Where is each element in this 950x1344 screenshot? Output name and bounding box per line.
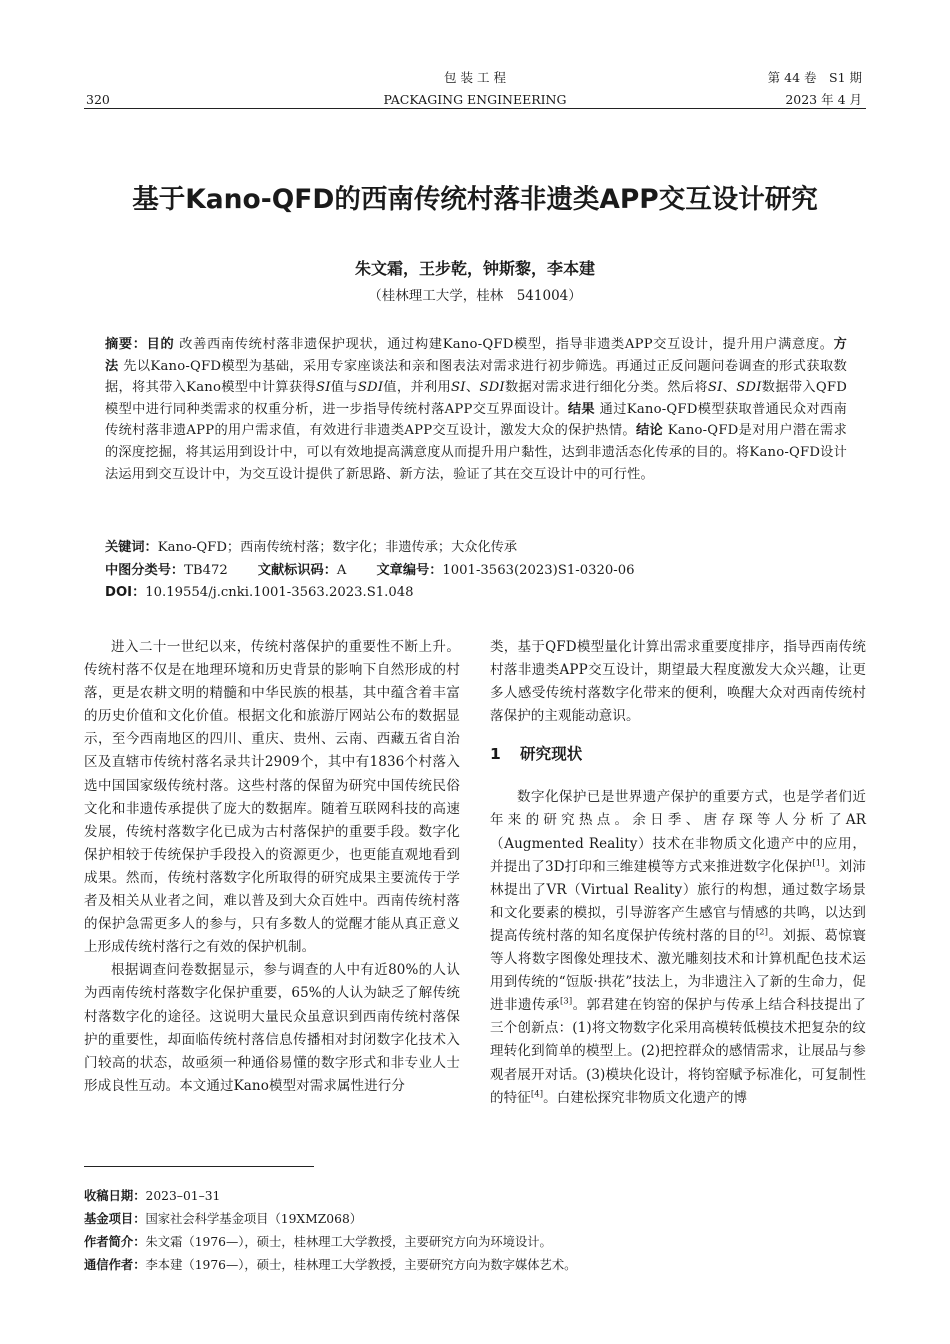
result-text: 通过Kano-QFD模型获取普通民众对西南传统村落非遗APP的用户需求值，有效进行非遗类APP交互设计，激发大众的保护热情。 xyxy=(105,401,847,439)
method-text: 先以Kano-QFD模型为基础，采用专家座谈法和亲和图表法对需求进行初步筛选。再通过正反问题问卷调查的形式获取数据，将其带入Kano模型中计算获得 xyxy=(105,358,847,396)
corresponding-label: 通信作者： xyxy=(84,1258,146,1272)
si-term: SI xyxy=(451,380,466,396)
citation-ref: [4] xyxy=(530,1089,544,1100)
received-label: 收稿日期： xyxy=(84,1189,146,1203)
paragraph-text: 。郭君建在钧窑的保护与传承上结合科技提出了三个创新点：(1)将文物数字化采用高模转低模技术把复杂的纹理转化到简单的模型上。(2)把控群众的感情需求，让展品与参观者展开对话。(3)模块化设计，将钧窑赋予标准化，可复制性的特征 xyxy=(490,997,866,1106)
doi-line xyxy=(105,582,847,604)
paragraph-text: 。白建松探究非物质文化遗产的博 xyxy=(543,1089,748,1106)
section-heading xyxy=(490,742,866,766)
sdi-term: SDI xyxy=(357,380,384,396)
issue-date: 2023 年 4 月 xyxy=(785,92,862,107)
doi-label: DOI： xyxy=(105,585,146,600)
paragraph: 类，基于QFD模型量化计算出需求重要度排序，指导西南传统村落非遗类APP交互设计，期望最大程度激发大众兴趣，让更多人感受传统村落数字化带来的便利，唤醒大众对西南传统村落保护的主观能动意识。 xyxy=(490,639,866,725)
section-title: 研究现状 xyxy=(520,745,583,764)
citation-ref: [2] xyxy=(755,927,769,938)
doc-code-label: 文献标识码： xyxy=(257,563,337,578)
method-text: 值，并利用 xyxy=(383,380,452,396)
author-bio: 朱文霜（1976—），硕士，桂林理工大学教授，主要研究方向为环境设计。 xyxy=(145,1235,552,1249)
clc-label: 中图分类号： xyxy=(105,563,185,578)
fund-label: 基金项目： xyxy=(84,1212,146,1226)
corresponding-author: 李本建（1976—），硕士，桂林理工大学教授，主要研究方向为数字媒体艺术。 xyxy=(145,1258,577,1272)
body-left-column xyxy=(84,636,460,1098)
affiliation: （桂林理工大学，桂林 541004） xyxy=(368,288,582,304)
keywords-value: Kano-QFD；西南传统村落；数字化；非遗传承；大众化传承 xyxy=(157,540,518,555)
paragraph-text: 数字化保护已是世界遗产保护的重要方式，也是学者们近年来的研究热点。余日季、唐存琛等人分析了AR（Augmented Reality）技术在非物质文化遗产中的应用，并提出了3D打印和三维建模等方式来推进数字化保护 xyxy=(490,789,866,875)
author-bio-label: 作者简介： xyxy=(84,1235,146,1249)
conclusion-text: Kano-QFD是对用户潜在需求的深度挖掘，将其运用到设计中，可以有效地提高满意度从而提升用户黏性，达到非遗活态化传承的目的。将Kano-QFD设计法运用到交互设计中，为交互设计提供了新思路、新方法，验证了其在交互设计中的可行性。 xyxy=(105,423,847,482)
footnote-rule xyxy=(84,1166,314,1167)
sdi-term: SDI xyxy=(736,380,762,396)
header-rule xyxy=(84,108,866,109)
doc-code-value: A xyxy=(336,563,347,578)
article-no-value: 1001-3563(2023)S1-0320-06 xyxy=(442,563,635,578)
method-text: 值与 xyxy=(330,380,358,396)
author-list: 朱文霜，王步乾，钟斯黎，李本建 xyxy=(354,259,595,278)
footnote-author xyxy=(84,1233,874,1251)
fund-value: 国家社会科学基金项目（19XMZ068） xyxy=(145,1212,363,1226)
method-text: 数据对需求进行细化分类。然后将 xyxy=(504,380,708,396)
si-term: SI xyxy=(707,380,723,396)
journal-name-cn: 包 装 工 程 xyxy=(444,70,506,85)
citation-ref: [3] xyxy=(559,996,573,1007)
classification-line xyxy=(105,560,847,582)
abstract-label: 摘要： xyxy=(105,337,147,352)
citation-ref: [1] xyxy=(812,858,825,869)
body-right-column xyxy=(490,636,866,1110)
paragraph xyxy=(490,786,866,1109)
purpose-label: 目的 xyxy=(146,337,175,352)
paragraph: 根据调查问卷数据显示，参与调查的人中有近80%的人认为西南传统村落数字化保护重要，65%的人认为缺乏了解传统村落数字化的途径。这说明大量民众虽意识到西南传统村落保护的重要性，却面临传统村落信息传播相对封闭数字化技术入门较高的状态，故亟须一种通俗易懂的数字形式和非专业人士形成良性互动。本文通过Kano模型对需求属性进行分 xyxy=(84,962,460,1094)
doi-value: 10.19554/j.cnki.1001-3563.2023.S1.048 xyxy=(145,585,414,600)
received-date: 2023–01–31 xyxy=(145,1189,221,1203)
result-label: 结果 xyxy=(567,401,596,417)
article-title: 基于Kano-QFD的西南传统村落非遗类APP交互设计研究 xyxy=(132,184,818,215)
conclusion-label: 结论 xyxy=(635,423,664,439)
sdi-term: SDI xyxy=(479,380,505,396)
keywords-line xyxy=(105,537,847,559)
method-text: 数据带入QFD模型中进行同种类需求的权重分析，进一步指导传统村落APP交互界面设计。 xyxy=(105,380,848,417)
separator: 、 xyxy=(722,380,737,396)
paragraph: 进入二十一世纪以来，传统村落保护的重要性不断上升。传统村落不仅是在地理环境和历史背景的影响下自然形成的村落，更是农耕文明的精髓和中华民族的根基，其中蕴含着丰富的历史价值和文化价值。根据文化和旅游厅网站公布的数据显示，至今西南地区的四川、重庆、贵州、云南、西藏五省自治区及直辖市传统村落名录共计2909个，其中有1836个村落入选中国国家级传统村落。这些村落的保留为研究中国传统民俗文化和非遗传承提供了庞大的数据库。随着互联网科技的高速发展，传统村落数字化已成为古村落保护的重要手段。数字化保护相较于传统保护手段投入的资源更少，也更能直观地看到成果。然而，传统村落数字化所取得的研究成果主要流传于学者及相关从业者之间，难以普及到大众百姓中。西南传统村落的保护急需更多人的参与，只有多数人的觉醒才能从真正意义上形成传统村落行之有效的保护机制。 xyxy=(84,639,460,956)
footnote-fund xyxy=(84,1210,874,1228)
clc-value: TB472 xyxy=(184,563,228,578)
si-term: SI xyxy=(315,380,331,396)
paragraph-text: 。刘沛林提出了VR（Virtual Reality）旅行的构想，通过数字场景和文化要素的模拟，引导游客产生感官与情感的共鸣，以达到提高传统村落的知名度保护传统村落的目的 xyxy=(490,858,866,944)
keywords-label: 关键词： xyxy=(105,540,158,555)
volume-issue: 第 44 卷 S1 期 xyxy=(767,70,862,85)
method-label: 方法 xyxy=(105,337,847,374)
abstract xyxy=(105,334,847,485)
separator: 、 xyxy=(465,380,480,396)
journal-name-en: PACKAGING ENGINEERING xyxy=(383,92,567,107)
article-no-label: 文章编号： xyxy=(376,563,443,578)
purpose-text: 改善西南传统村落非遗保护现状，通过构建Kano-QFD模型，指导非遗类APP交互设计，提升用户满意度。 xyxy=(179,337,834,352)
page-number: 320 xyxy=(86,92,110,107)
paragraph-text: 。刘振、葛惊寰等人将数字图像处理技术、激光雕刻技术和计算机配色技术运用到传统的“饾版·拱花”技法上，为非遗注入了新的生命力，促进非遗传承 xyxy=(490,927,866,1014)
footnote-received xyxy=(84,1187,874,1205)
section-number: 1 xyxy=(490,745,501,764)
footnote-corresponding xyxy=(84,1256,874,1274)
